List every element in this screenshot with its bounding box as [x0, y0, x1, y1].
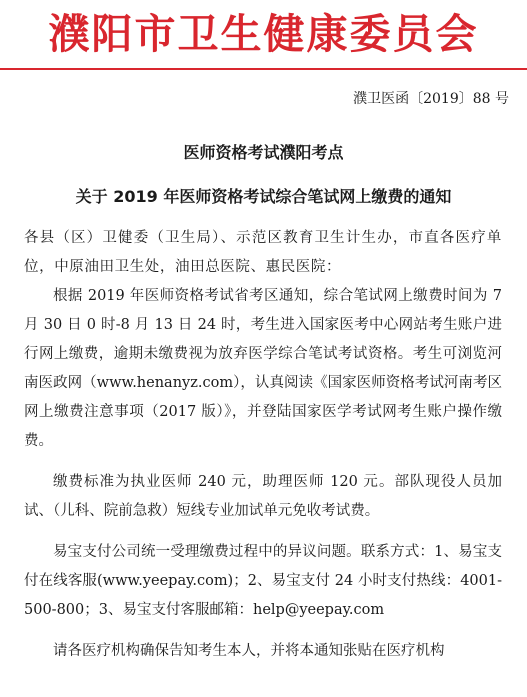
letterhead [0, 6, 527, 62]
paragraph-payment-time: 根据 2019 年医师资格考试省考区通知，综合笔试网上缴费时间为 7 月 30 日 0 时-8 月 13 日 24 时，考生进入国家医考中心网站考生账户进行网上缴费，逾期未缴费视为放弃医学综合笔试考试资格。考生可浏览河南医政网（www.henanyz.com），认真阅读《国家医师资格考试河南考区网上缴费注意事项（2017 版）》，并登陆国家医学考试网考生账户操作缴费。 [24, 288, 502, 449]
letterhead-title: 濮阳市卫生健康委员会 [48, 10, 479, 58]
salutation: 各县（区）卫健委（卫生局）、示范区教育卫生计生办，市直各医疗单位，中原油田卫生处，油田总医院、惠民医院： [24, 230, 502, 275]
paragraph-fee-standard: 缴费标准为执业医师 240 元，助理医师 120 元。部队现役人员加试、（儿科、院前急救）短线专业加试单元免收考试费。 [24, 474, 502, 519]
document-title: 关于 2019 年医师资格考试综合笔试网上缴费的通知 [75, 187, 452, 206]
document-body [24, 224, 502, 666]
document-number: 濮卫医函〔2019〕88 号 [353, 91, 509, 107]
paragraph-notice: 请各医疗机构确保告知考生本人，并将本通知张贴在医疗机构 [53, 643, 445, 659]
document-issuer: 医师资格考试濮阳考点 [183, 143, 344, 162]
paragraph-gap [24, 456, 502, 468]
paragraph-gap [24, 526, 502, 538]
paragraph-contact: 易宝支付公司统一受理缴费过程中的异议问题。联系方式：1、易宝支付在线客服(www.yeepay.com)；2、易宝支付 24 小时支付热线：4001-500-800；3、易宝支付客服邮箱：help@yeepay.com [24, 544, 502, 618]
red-divider [0, 68, 527, 70]
paragraph-gap [24, 625, 502, 637]
